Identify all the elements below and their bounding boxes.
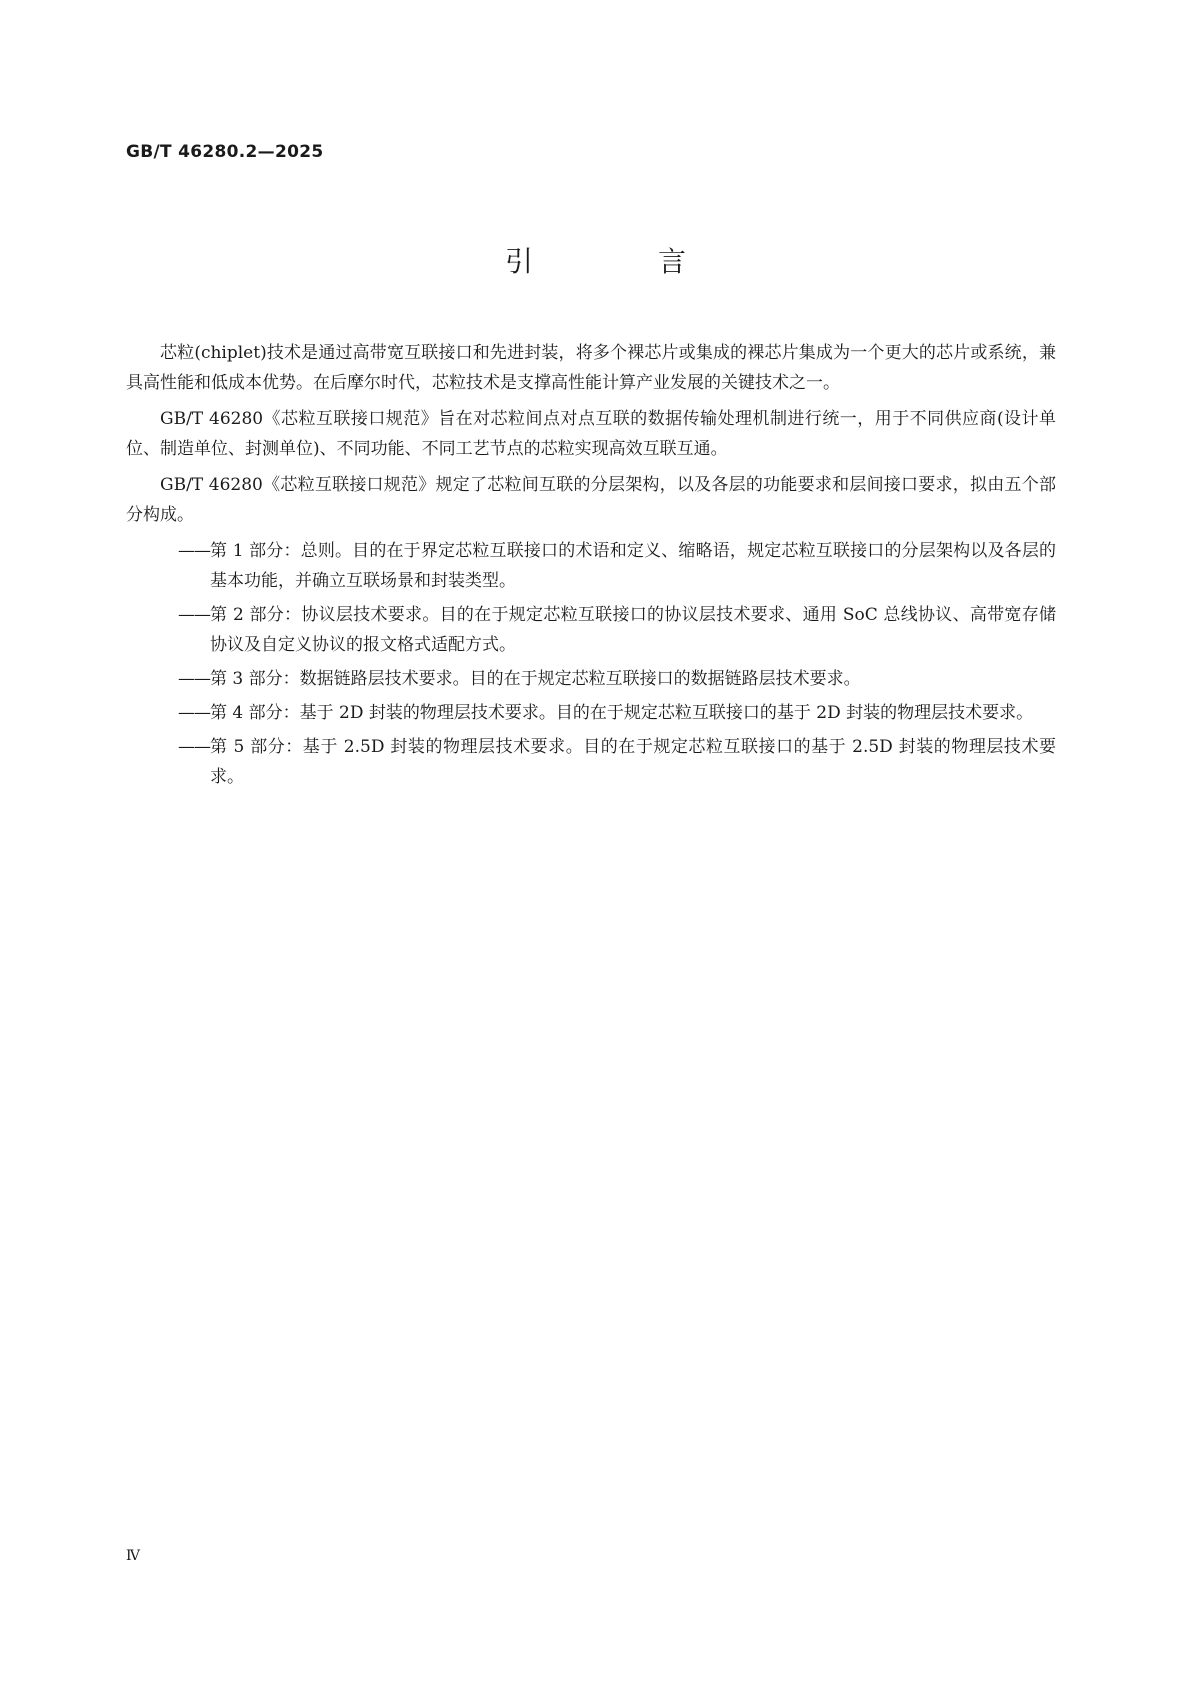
part-3-text: 第 3 部分：数据链路层技术要求。目的在于规定芯粒互联接口的数据链路层技术要求。 — [210, 669, 861, 689]
paragraph-standard-purpose: GB/T 46280《芯粒互联接口规范》旨在对芯粒间点对点互联的数据传输处理机制进行统一，用于不同供应商(设计单位、制造单位、封测单位)、不同功能、不同工艺节点的芯粒实现高效互联互通。 — [126, 409, 1056, 459]
parts-list — [126, 536, 1056, 792]
list-dash: —— — [178, 541, 210, 561]
part-5-text: 第 5 部分：基于 2.5D 封装的物理层技术要求。目的在于规定芯粒互联接口的基于 2.5D 封装的物理层技术要求。 — [210, 737, 1056, 787]
list-dash: —— — [178, 703, 210, 723]
list-item — [126, 536, 1056, 596]
list-item — [126, 600, 1056, 660]
part-1-text: 第 1 部分：总则。目的在于界定芯粒互联接口的术语和定义、缩略语，规定芯粒互联接口的分层架构以及各层的基本功能，并确立互联场景和封装类型。 — [210, 541, 1056, 591]
section-title: 引 言 — [505, 245, 744, 278]
part-4-text: 第 4 部分：基于 2D 封装的物理层技术要求。目的在于规定芯粒互联接口的基于 2D 封装的物理层技术要求。 — [210, 703, 1034, 723]
list-dash: —— — [178, 605, 210, 625]
page-number: Ⅳ — [126, 1548, 140, 1564]
document-body — [126, 338, 1056, 796]
list-item — [126, 732, 1056, 792]
list-item — [126, 664, 1056, 694]
part-2-text: 第 2 部分：协议层技术要求。目的在于规定芯粒互联接口的协议层技术要求、通用 SoC 总线协议、高带宽存储协议及自定义协议的报文格式适配方式。 — [210, 605, 1056, 655]
list-dash: —— — [178, 737, 210, 757]
list-item — [126, 698, 1056, 728]
standard-code: GB/T 46280.2—2025 — [126, 142, 324, 162]
paragraph-chiplet-intro: 芯粒(chiplet)技术是通过高带宽互联接口和先进封装，将多个裸芯片或集成的裸芯片集成为一个更大的芯片或系统，兼具高性能和低成本优势。在后摩尔时代，芯粒技术是支撑高性能计算产业发展的关键技术之一。 — [126, 343, 1056, 393]
list-dash: —— — [178, 669, 210, 689]
paragraph-standard-structure: GB/T 46280《芯粒互联接口规范》规定了芯粒间互联的分层架构，以及各层的功能要求和层间接口要求，拟由五个部分构成。 — [126, 475, 1056, 525]
